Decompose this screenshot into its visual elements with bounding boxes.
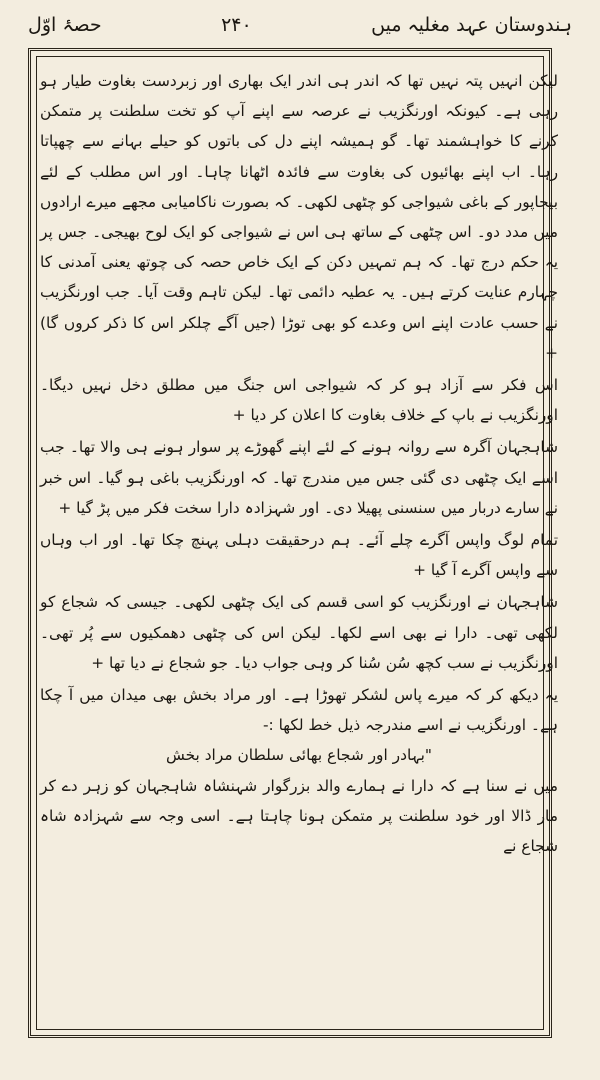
book-title: ہندوستان عہد مغلیہ میں [371, 14, 572, 36]
paragraph: شاہجہان نے اورنگزیب کو اسی قسم کی ایک چٹھی لکھی۔ جیسی کہ شجاع کو لکھی تھی۔ دارا نے بھی اسے لکھا۔ لیکن اس کی چٹھی دھمکیوں سے پُر تھی۔ اورنگزیب نے سب کچھ سُن سُنا کر وہی جواب دیا۔ جو شجاع نے دیا تھا + [40, 593, 558, 672]
paragraph: اس فکر سے آزاد ہو کر کہ شیواجی اس جنگ میں مطلق دخل نہیں دیگا۔ اورنگزیب نے باپ کے خلاف بغاوت کا اعلان کر دیا + [40, 376, 558, 425]
body-text [40, 66, 558, 861]
paragraph: لیکن انہیں پتہ نہیں تھا کہ اندر ہی اندر ایک بھاری اور زبردست بغاوت طیار ہو رہی ہے۔ کیونکہ اورنگزیب نے عرصہ سے اپنے آپ کو تخت سلطنت پر متمکن کرنے کا خواہشمند تھا۔ گو ہمیشہ اپنے دل کی باتوں کو حیلے بہانے سے چھپاتا رہا۔ اب اپنے بھائیوں کی بغاوت سے فائدہ اٹھانا چاہا۔ اور اس مطلب کے لئے بیجاپور کے باغی شیواجی کو چٹھی لکھی۔ کہ بصورت ناکامیابی مجھے میرے ارادوں میں مدد دو۔ اس چٹھی کے ساتھ ہی اس نے شیواجی کو ایک لوح بھیجی۔ جس پر یہ حکم درج تھا۔ کہ ہم تمہیں دکن کے ایک خاص حصہ کی چوتھ یعنی آمدنی کا چہارم عنایت کرتے ہیں۔ یہ عطیہ دائمی تھا۔ لیکن تاہم وقت آیا۔ جب اورنگزیب نے حسب عادت اپنے اس وعدے کو بھی توڑا (جیں آگے چلکر اس کا ذکر کروں گا) + [40, 72, 558, 362]
paragraph: شاہجہان آگرہ سے روانہ ہونے کے لئے اپنے گھوڑے پر سوار ہونے ہی والا تھا۔ جب اسے ایک چٹھی دی گئی جس میں مندرج تھا۔ کہ اورنگزیب باغی ہو گیا۔ اس خبر نے سارے دربار میں سنسنی پھیلا دی۔ اور شہزادہ دارا سخت فکر میں پڑ گیا + [40, 438, 558, 517]
letter-text: میں نے سنا ہے کہ دارا نے ہمارے والد بزرگوار شہنشاہ شاہجہان کو زہر دے کر مار ڈالا اور خود سلطنت پر متمکن ہونا چاہتا ہے۔ اسی وجہ سے شہزادہ شاہ شجاع نے [40, 776, 558, 856]
letter-salutation: "بہادر اور شجاع بھائی سلطان مراد بخش [165, 746, 433, 765]
paragraph: یہ دیکھ کر کہ میرے پاس لشکر تھوڑا ہے۔ اور مراد بخش بھی میدان میں آ چکا ہے۔ اورنگزیب نے اسے مندرجہ ذیل خط لکھا :- [40, 686, 558, 735]
paragraph: تمام لوگ واپس آگرے چلے آئے۔ ہم درحقیقت دہلی پہنچ چکا تھا۔ اور اب وہاں سے واپس آگرے آ گیا + [40, 531, 558, 580]
running-header [28, 8, 572, 42]
part-label: حصۂ اوّل [28, 14, 102, 36]
page-number: ۲۴۰ [221, 14, 252, 36]
